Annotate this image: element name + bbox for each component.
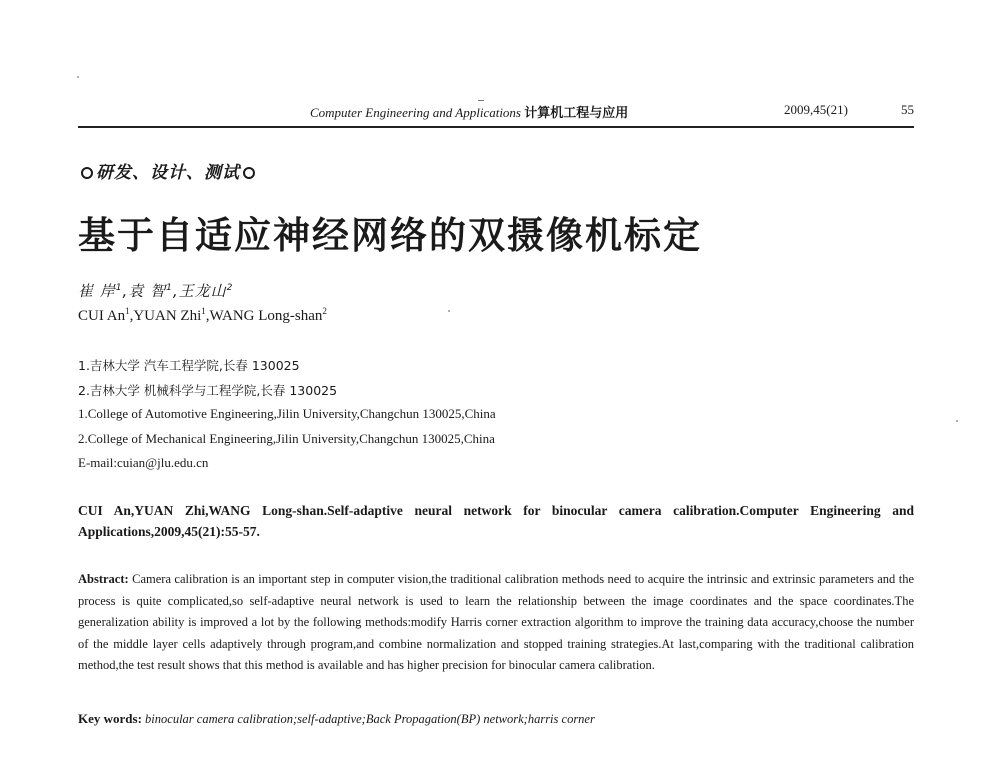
author-separator: ,: [122, 282, 129, 300]
affiliation-zh-1: 1.吉林大学 汽车工程学院,长春 130025: [78, 358, 300, 373]
abstract-label: Abstract:: [78, 572, 129, 586]
scan-speck: [478, 100, 484, 101]
column-label: [78, 158, 258, 183]
author-name: 王龙山: [178, 282, 227, 300]
header-rule: [78, 126, 914, 128]
author-name: WANG Long-shan: [209, 308, 323, 324]
paper-title: 基于自适应神经网络的双摄像机标定: [78, 213, 702, 257]
ring-bullet-icon: [243, 167, 255, 179]
author-affiliation-mark: 1: [166, 283, 173, 293]
ring-bullet-icon: [81, 167, 93, 179]
abstract: [78, 569, 914, 677]
keywords: [78, 711, 914, 727]
running-header: [78, 98, 914, 122]
authors-en: [78, 306, 327, 325]
author-affiliation-mark: 1: [125, 306, 130, 316]
author-separator: ,: [205, 308, 210, 324]
author-separator: ,: [172, 282, 179, 300]
page-number: 55: [901, 102, 914, 117]
journal-name: [310, 102, 628, 121]
scan-speck: [77, 76, 79, 78]
column-label-text: 研发、设计、测试: [96, 163, 240, 183]
affiliation-en-2: 2.College of Mechanical Engineering,Jilin University,Changchun 130025,China: [78, 431, 495, 446]
author-affiliation-mark: 2: [322, 306, 327, 316]
abstract-text: Camera calibration is an important step in computer vision,the traditional calibration methods need to acquire the intrinsic and extrinsic parameters and the process is quite complicated,so self-adaptive neural network is used to learn the relationship between the image coordinates and the space coordinates.The generalization ability is improved a lot by the following methods:modify Harris corner extraction algorithm to improve the training data accuracy,choose the number of the middle layer cells adaptively through program,and combine normalization and stopped training strategies.At last,comparing with the traditional calibration method,the test result shows that this method is available and has higher precision for binocular camera calibration.: [78, 572, 915, 673]
author-affiliation-mark: 1: [201, 306, 206, 316]
affiliation-zh-2: 2.吉林大学 机械科学与工程学院,长春 130025: [78, 383, 338, 398]
scan-speck: [956, 420, 958, 422]
keywords-label: Key words:: [78, 711, 142, 726]
keywords-value: binocular camera calibration;self-adaptive;Back Propagation(BP) network;harris corner: [145, 712, 595, 726]
authors-zh: [78, 280, 233, 301]
author-name: YUAN Zhi: [133, 308, 202, 324]
author-name: 崔 岸: [78, 282, 116, 300]
author-affiliation-mark: 2: [226, 283, 234, 293]
issue-info: 2009,45(21): [784, 102, 848, 117]
journal-name-en: Computer Engineering and Applications: [310, 105, 521, 120]
journal-name-zh: 计算机工程与应用: [524, 106, 629, 121]
email: E-mail:cuian@jlu.edu.cn: [78, 455, 209, 470]
author-affiliation-mark: 1: [115, 283, 123, 293]
scan-speck: [448, 310, 450, 312]
affiliation-en-1: 1.College of Automotive Engineering,Jilin University,Changchun 130025,China: [78, 406, 496, 421]
author-name: 袁 智: [128, 282, 167, 300]
citation: CUI An,YUAN Zhi,WANG Long-shan.Self-adaptive neural network for binocular camera calibration.Computer Engineering and Applications,2009,45(21):55-57.: [78, 503, 914, 539]
author-name: CUI An: [78, 308, 126, 324]
author-separator: ,: [129, 308, 134, 324]
